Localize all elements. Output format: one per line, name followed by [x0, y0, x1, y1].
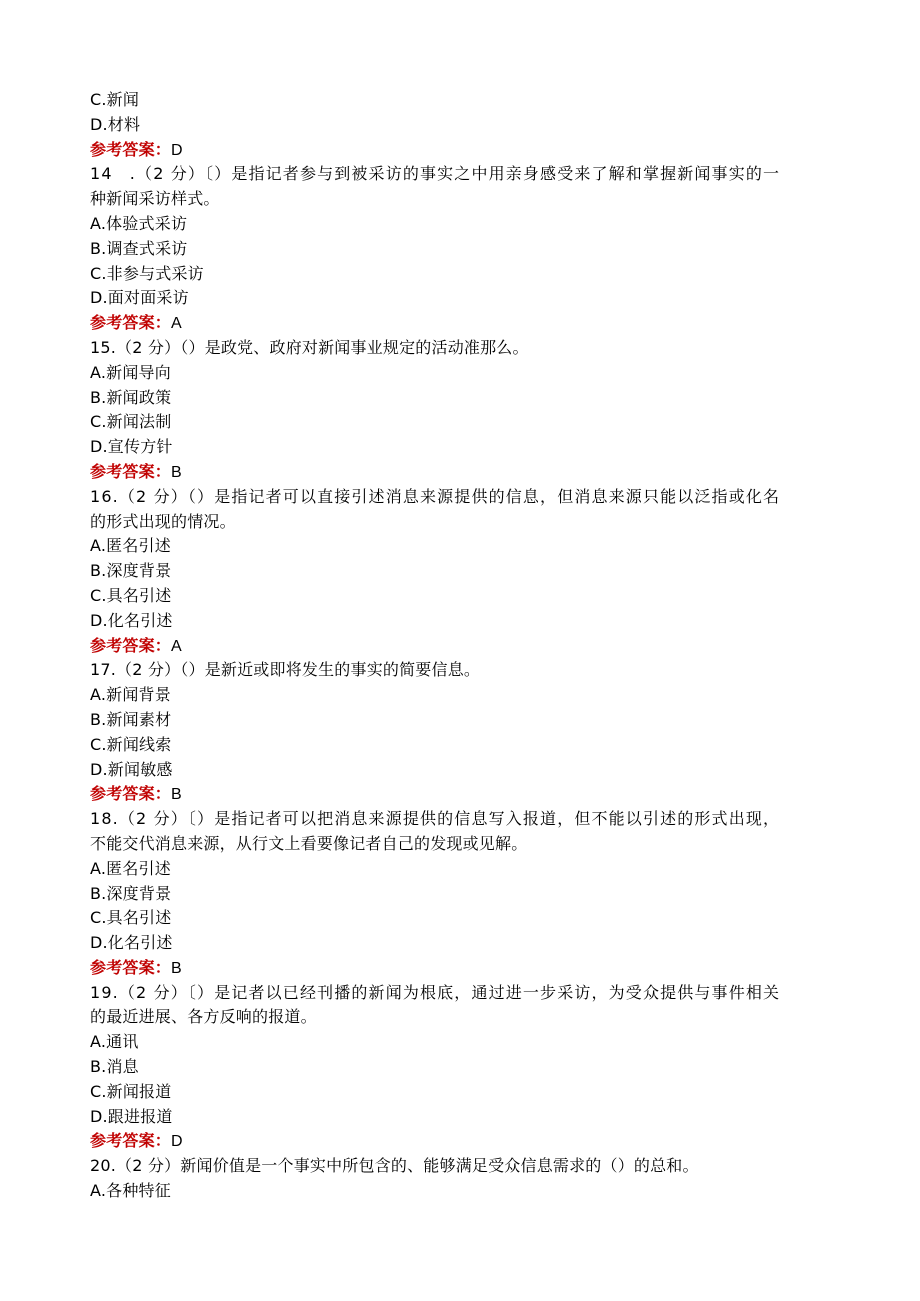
answer-line — [90, 634, 830, 659]
answer-label: 参考答案： — [90, 784, 172, 804]
question-text: 的最近进展、各方反响的报道。 — [90, 1007, 317, 1027]
answer-option: D.面对面采访 — [90, 288, 189, 308]
answer-option: D.宣传方针 — [90, 437, 173, 457]
answer-option: A.各种特征 — [90, 1181, 171, 1201]
question-text: 20.（2 分）新闻价值是一个事实中所包含的、能够满足受众信息需求的（）的总和。 — [90, 1156, 699, 1176]
answer-option: A.匿名引述 — [90, 536, 171, 556]
answer-option: B.消息 — [90, 1057, 139, 1077]
answer-option: A.新闻导向 — [90, 362, 171, 382]
answer-option: C.新闻线索 — [90, 734, 172, 754]
answer-option: A.通讯 — [90, 1032, 139, 1052]
answer-option: C.新闻报道 — [90, 1081, 172, 1101]
answer-option: D.化名引述 — [90, 610, 173, 630]
answer-line — [90, 1129, 830, 1154]
answer-option: B.深度背景 — [90, 883, 172, 903]
answer-value: D — [171, 1133, 183, 1151]
question-text: 17.（2 分）（）是新近或即将发生的事实的简要信息。 — [90, 660, 481, 680]
answer-line — [90, 782, 830, 807]
answer-value: B — [171, 786, 182, 804]
answer-option: A.匿名引述 — [90, 858, 171, 878]
answer-line — [90, 460, 830, 485]
answer-option: A.体验式采访 — [90, 213, 188, 233]
answer-value: D — [171, 141, 183, 159]
question-text: 不能交代消息来源，从行文上看要像记者自己的发现或见解。 — [90, 833, 528, 853]
answer-value: B — [171, 959, 182, 977]
answer-value: A — [171, 315, 182, 333]
answer-label: 参考答案： — [90, 313, 172, 333]
answer-option: C.新闻法制 — [90, 412, 172, 432]
answer-option: C.具名引述 — [90, 908, 172, 928]
answer-option: B.深度背景 — [90, 561, 172, 581]
answer-value: B — [171, 463, 182, 481]
answer-label: 参考答案： — [90, 635, 172, 655]
question-text: 种新闻采访样式。 — [90, 189, 220, 209]
document-page — [90, 88, 830, 1204]
answer-value: A — [171, 637, 182, 655]
answer-option: D.跟进报道 — [90, 1106, 173, 1126]
question-text: 19.（2 分）〔）是记者以已经刊播的新闻为根底，通过进一步采访，为受众提供与事件相关 — [90, 982, 781, 1002]
answer-option: C.非参与式采访 — [90, 263, 204, 283]
answer-option: D.新闻敏感 — [90, 759, 173, 779]
answer-option: B.新闻政策 — [90, 387, 172, 407]
answer-label: 参考答案： — [90, 1131, 172, 1151]
answer-label: 参考答案： — [90, 139, 172, 159]
question-text: 16.（2 分）（）是指记者可以直接引述消息来源提供的信息，但消息来源只能以泛指或化名 — [90, 486, 781, 506]
question-text: 14 .（2 分）〔）是指记者参与到被采访的事实之中用亲身感受来了解和掌握新闻事实的一 — [90, 164, 781, 184]
question-text: 15.（2 分）（）是政党、政府对新闻事业规定的活动准那么。 — [90, 337, 529, 357]
answer-option: B.新闻素材 — [90, 709, 172, 729]
answer-option: B.调查式采访 — [90, 238, 188, 258]
answer-line — [90, 311, 830, 336]
answer-option: A.新闻背景 — [90, 685, 171, 705]
answer-label: 参考答案： — [90, 957, 172, 977]
answer-option: D.材料 — [90, 114, 141, 134]
answer-option: D.化名引述 — [90, 933, 173, 953]
answer-label: 参考答案： — [90, 461, 172, 481]
question-text: 18.（2 分）〔）是指记者可以把消息来源提供的信息写入报道，但不能以引述的形式出现， — [90, 809, 781, 829]
answer-option: C.具名引述 — [90, 585, 172, 605]
answer-option: C.新闻 — [90, 90, 140, 109]
question-text: 的形式出现的情况。 — [90, 511, 236, 531]
answer-line — [90, 956, 830, 981]
answer-line — [90, 138, 830, 163]
